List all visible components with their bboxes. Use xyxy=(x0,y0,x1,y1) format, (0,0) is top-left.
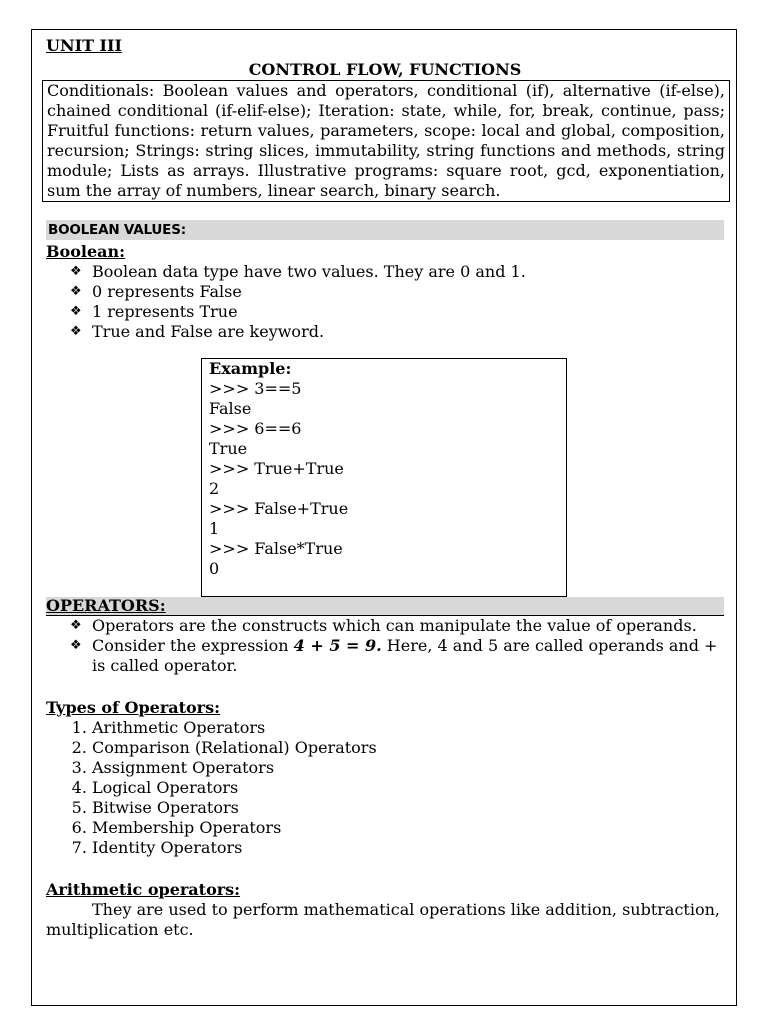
list-item: ❖ 1 represents True xyxy=(70,302,238,321)
example-line: >>> 3==5 xyxy=(209,379,302,398)
boolean-section-header: BOOLEAN VALUES: xyxy=(46,220,724,240)
list-item: 5. Bitwise Operators xyxy=(92,798,724,818)
expression: 4 + 5 = 9. xyxy=(293,636,382,655)
example-line: 2 xyxy=(209,479,220,498)
list-item: ❖ 0 represents False xyxy=(70,282,242,301)
diamond-bullet-icon: ❖ xyxy=(70,618,82,633)
diamond-bullet-icon: ❖ xyxy=(70,324,82,339)
types-of-operators-heading: Types of Operators: xyxy=(46,698,221,717)
boolean-bullet-list xyxy=(46,262,724,342)
list-item: ❖ Consider the expression 4 + 5 = 9. Here, 4 and 5 are called operands and + is called operator. xyxy=(70,636,718,675)
list-item: ❖ Boolean data type have two values. They are 0 and 1. xyxy=(70,262,526,281)
list-item: 2. Comparison (Relational) Operators xyxy=(92,738,724,758)
example-line: 1 xyxy=(209,519,220,538)
list-item: 1. Arithmetic Operators xyxy=(92,718,724,738)
operators-section-header: OPERATORS: xyxy=(46,597,724,616)
operator-types-list xyxy=(46,718,724,858)
list-item: 3. Assignment Operators xyxy=(92,758,724,778)
example-line: >>> False*True xyxy=(209,539,343,558)
diamond-bullet-icon: ❖ xyxy=(70,284,82,299)
example-line: >>> 6==6 xyxy=(209,419,302,438)
page-title: CONTROL FLOW, FUNCTIONS xyxy=(248,60,522,79)
syllabus-box: Conditionals: Boolean values and operators, conditional (if), alternative (if-else), chained conditional (if-elif-else); Iteration: state, while, for, break, continue, pass; Fruitful functions: return values, parameters, scope: local and global, composition, recursion; Strings: string slices, immutability, string functions and methods, string module; Lists as arrays. Illustrative programs: square root, gcd, exponentiation, sum the array of numbers, linear search, binary search. xyxy=(42,80,730,202)
unit-heading: UNIT III xyxy=(46,36,122,55)
document-content xyxy=(46,36,724,940)
diamond-bullet-icon: ❖ xyxy=(70,264,82,279)
example-title: Example: xyxy=(209,359,292,378)
example-line: 0 xyxy=(209,559,220,578)
list-item: ❖ True and False are keyword. xyxy=(70,322,325,341)
example-box xyxy=(201,358,567,597)
arithmetic-operators-heading: Arithmetic operators: xyxy=(46,880,241,899)
example-line: >>> True+True xyxy=(209,459,344,478)
list-item: 4. Logical Operators xyxy=(92,778,724,798)
boolean-subheading: Boolean: xyxy=(46,242,126,261)
example-line: False xyxy=(209,399,252,418)
arithmetic-description: They are used to perform mathematical operations like addition, subtraction, multiplication etc. xyxy=(46,900,720,939)
example-line: >>> False+True xyxy=(209,499,349,518)
list-item: ❖ Operators are the constructs which can manipulate the value of operands. xyxy=(70,616,697,635)
diamond-bullet-icon: ❖ xyxy=(70,304,82,319)
list-item: 6. Membership Operators xyxy=(92,818,724,838)
operators-bullet-list xyxy=(46,616,724,676)
diamond-bullet-icon: ❖ xyxy=(70,638,82,653)
example-line: True xyxy=(209,439,248,458)
list-item: 7. Identity Operators xyxy=(92,838,724,858)
